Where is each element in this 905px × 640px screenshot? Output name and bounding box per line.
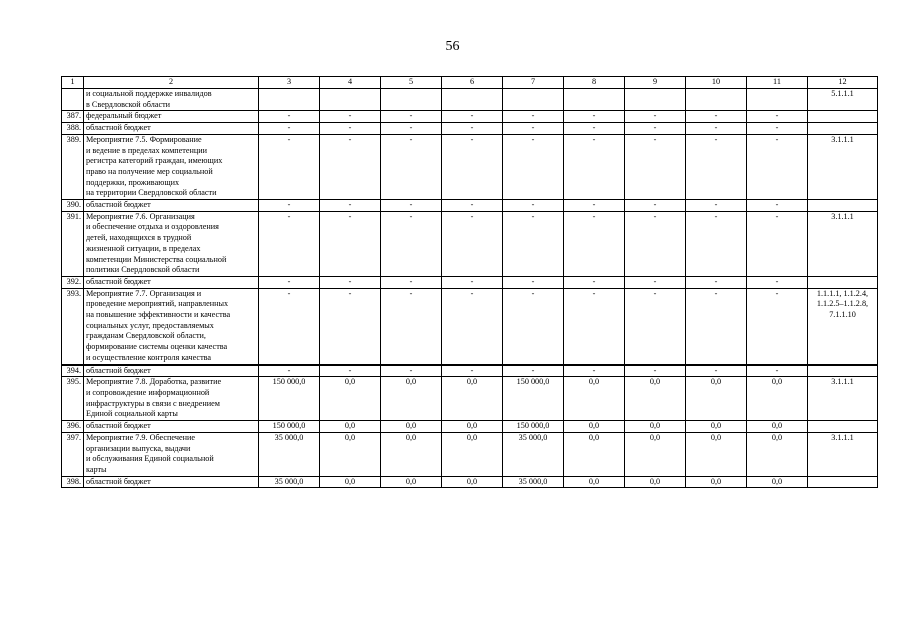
value-cell: 35 000,0 [259, 432, 320, 476]
value-cell: - [259, 200, 320, 212]
value-cell: 0,0 [564, 432, 625, 476]
target-indicator [808, 276, 878, 288]
value-cell: - [747, 134, 808, 199]
value-cell: - [625, 200, 686, 212]
value-cell: - [564, 288, 625, 364]
column-header: 8 [564, 77, 625, 89]
value-cell: - [686, 276, 747, 288]
target-indicator: 1.1.1.1, 1.1.2.4, 1.1.2.5–1.1.2.8, 7.1.1.10 [808, 288, 878, 364]
value-cell: 35 000,0 [259, 476, 320, 488]
column-header: 1 [62, 77, 84, 89]
table-row [62, 421, 878, 433]
target-indicator [808, 476, 878, 488]
value-cell [625, 89, 686, 111]
value-cell [564, 89, 625, 111]
value-cell: - [625, 134, 686, 199]
value-cell: - [259, 134, 320, 199]
target-indicator [808, 421, 878, 433]
table-row [62, 476, 878, 488]
value-cell: 0,0 [381, 377, 442, 421]
value-cell: - [564, 365, 625, 377]
value-cell: 0,0 [564, 476, 625, 488]
header-row [62, 77, 878, 89]
row-name: Мероприятие 7.5. Формирование и ведение в пределах компетенции регистра категорий граждан, имеющих право на получение мер социальной поддержки, проживающих на территории Свердловской области [84, 134, 259, 199]
value-cell: - [503, 365, 564, 377]
value-cell: - [381, 365, 442, 377]
value-cell [503, 89, 564, 111]
value-cell: - [442, 288, 503, 364]
value-cell: - [747, 365, 808, 377]
column-header: 11 [747, 77, 808, 89]
value-cell: - [686, 200, 747, 212]
value-cell: - [503, 123, 564, 135]
row-number: 388. [62, 123, 84, 135]
value-cell: - [381, 211, 442, 276]
value-cell: - [320, 211, 381, 276]
value-cell: - [564, 211, 625, 276]
row-number: 398. [62, 476, 84, 488]
value-cell: - [564, 134, 625, 199]
value-cell: - [320, 288, 381, 364]
row-number: 392. [62, 276, 84, 288]
value-cell: 0,0 [747, 377, 808, 421]
row-number [62, 89, 84, 111]
value-cell: - [259, 276, 320, 288]
value-cell: - [503, 111, 564, 123]
value-cell: - [503, 288, 564, 364]
table-row [62, 111, 878, 123]
value-cell: 0,0 [381, 476, 442, 488]
value-cell [686, 89, 747, 111]
value-cell: 0,0 [381, 432, 442, 476]
row-number: 396. [62, 421, 84, 433]
value-cell: - [747, 211, 808, 276]
value-cell: - [625, 111, 686, 123]
value-cell [259, 89, 320, 111]
value-cell: 0,0 [625, 377, 686, 421]
value-cell: 0,0 [686, 476, 747, 488]
value-cell [381, 89, 442, 111]
value-cell: - [747, 123, 808, 135]
row-number: 387. [62, 111, 84, 123]
value-cell: - [503, 134, 564, 199]
value-cell: 0,0 [686, 432, 747, 476]
row-name: областной бюджет [84, 200, 259, 212]
row-name: областной бюджет [84, 365, 259, 377]
row-name: Мероприятие 7.8. Доработка, развитие и сопровождение информационной инфраструктуры в связи с внедрением Единой социальной карты [84, 377, 259, 421]
table-row [62, 123, 878, 135]
value-cell: - [381, 288, 442, 364]
value-cell: - [320, 123, 381, 135]
value-cell: - [442, 200, 503, 212]
value-cell: 35 000,0 [503, 432, 564, 476]
target-indicator [808, 123, 878, 135]
value-cell: 0,0 [747, 476, 808, 488]
value-cell: - [442, 111, 503, 123]
value-cell: - [503, 211, 564, 276]
column-header: 12 [808, 77, 878, 89]
value-cell: - [564, 200, 625, 212]
row-number: 389. [62, 134, 84, 199]
value-cell: 0,0 [564, 421, 625, 433]
row-number: 390. [62, 200, 84, 212]
column-header: 3 [259, 77, 320, 89]
value-cell: 0,0 [320, 377, 381, 421]
value-cell: - [686, 134, 747, 199]
value-cell: - [625, 288, 686, 364]
value-cell: - [381, 200, 442, 212]
value-cell: - [320, 276, 381, 288]
table-row [62, 288, 878, 364]
value-cell: 0,0 [320, 432, 381, 476]
value-cell: 0,0 [442, 432, 503, 476]
value-cell: 0,0 [747, 421, 808, 433]
value-cell: 150 000,0 [259, 377, 320, 421]
target-indicator [808, 365, 878, 377]
row-number: 391. [62, 211, 84, 276]
row-number: 393. [62, 288, 84, 364]
value-cell: - [686, 288, 747, 364]
value-cell: 0,0 [625, 421, 686, 433]
value-cell: - [625, 365, 686, 377]
value-cell: - [381, 276, 442, 288]
value-cell: - [442, 365, 503, 377]
value-cell: - [686, 111, 747, 123]
value-cell: 0,0 [320, 476, 381, 488]
value-cell: - [442, 123, 503, 135]
target-indicator [808, 111, 878, 123]
value-cell: - [442, 134, 503, 199]
value-cell [442, 89, 503, 111]
value-cell: - [259, 365, 320, 377]
target-indicator [808, 200, 878, 212]
value-cell [747, 89, 808, 111]
value-cell: 0,0 [625, 432, 686, 476]
value-cell: - [320, 365, 381, 377]
row-name: федеральный бюджет [84, 111, 259, 123]
value-cell: - [320, 200, 381, 212]
column-header: 5 [381, 77, 442, 89]
table-row [62, 211, 878, 276]
row-name: Мероприятие 7.6. Организация и обеспечение отдыха и оздоровления детей, находящихся в трудной жизненной ситуации, в пределах компетенции Министерства социальной политики Свердловской области [84, 211, 259, 276]
table-row [62, 365, 878, 377]
column-header: 7 [503, 77, 564, 89]
value-cell: - [381, 111, 442, 123]
value-cell: 150 000,0 [503, 421, 564, 433]
row-number: 394. [62, 365, 84, 377]
target-indicator: 3.1.1.1 [808, 211, 878, 276]
row-name: Мероприятие 7.7. Организация и проведение мероприятий, направленных на повышение эффективности и качества социальных услуг, предоставляемых гражданам Свердловской области, формирование системы оценки качества и осуществление контроля качества [84, 288, 259, 364]
value-cell: 0,0 [686, 421, 747, 433]
value-cell: - [442, 276, 503, 288]
row-name: областной бюджет [84, 421, 259, 433]
column-header: 4 [320, 77, 381, 89]
column-header: 10 [686, 77, 747, 89]
row-name: областной бюджет [84, 476, 259, 488]
value-cell: 0,0 [747, 432, 808, 476]
value-cell: - [320, 111, 381, 123]
value-cell: 0,0 [320, 421, 381, 433]
value-cell: 150 000,0 [259, 421, 320, 433]
value-cell: 0,0 [564, 377, 625, 421]
value-cell: 0,0 [442, 377, 503, 421]
value-cell: - [625, 276, 686, 288]
row-number: 395. [62, 377, 84, 421]
value-cell: - [686, 211, 747, 276]
value-cell: - [564, 123, 625, 135]
table-row [62, 134, 878, 199]
value-cell: - [259, 288, 320, 364]
page-number: 56 [445, 39, 460, 54]
table-row [62, 432, 878, 476]
table-row [62, 89, 878, 111]
value-cell: - [747, 200, 808, 212]
table-row [62, 276, 878, 288]
target-indicator: 3.1.1.1 [808, 432, 878, 476]
value-cell [320, 89, 381, 111]
value-cell: 0,0 [625, 476, 686, 488]
value-cell: - [442, 211, 503, 276]
value-cell: - [686, 365, 747, 377]
budget-table [61, 76, 878, 488]
value-cell: - [259, 123, 320, 135]
column-header: 9 [625, 77, 686, 89]
value-cell: 35 000,0 [503, 476, 564, 488]
column-header: 6 [442, 77, 503, 89]
column-header: 2 [84, 77, 259, 89]
row-name: областной бюджет [84, 123, 259, 135]
row-name: областной бюджет [84, 276, 259, 288]
value-cell: - [564, 276, 625, 288]
value-cell: 0,0 [686, 377, 747, 421]
value-cell: - [381, 134, 442, 199]
value-cell: - [747, 288, 808, 364]
value-cell: 0,0 [442, 476, 503, 488]
target-indicator: 5.1.1.1 [808, 89, 878, 111]
value-cell: - [747, 276, 808, 288]
value-cell: - [564, 111, 625, 123]
value-cell: - [625, 123, 686, 135]
value-cell: - [259, 111, 320, 123]
value-cell: 0,0 [442, 421, 503, 433]
value-cell: - [747, 111, 808, 123]
target-indicator: 3.1.1.1 [808, 134, 878, 199]
value-cell: - [503, 276, 564, 288]
table-body [62, 89, 878, 488]
value-cell: 150 000,0 [503, 377, 564, 421]
row-name: и социальной поддержке инвалидов в Свердловской области [84, 89, 259, 111]
value-cell: - [686, 123, 747, 135]
row-name: Мероприятие 7.9. Обеспечение организации выпуска, выдачи и обслуживания Единой социальной карты [84, 432, 259, 476]
value-cell: - [320, 134, 381, 199]
value-cell: - [259, 211, 320, 276]
value-cell: 0,0 [381, 421, 442, 433]
value-cell: - [625, 211, 686, 276]
row-number: 397. [62, 432, 84, 476]
value-cell: - [381, 123, 442, 135]
table-row [62, 200, 878, 212]
value-cell: - [503, 200, 564, 212]
table-row [62, 377, 878, 421]
target-indicator: 3.1.1.1 [808, 377, 878, 421]
